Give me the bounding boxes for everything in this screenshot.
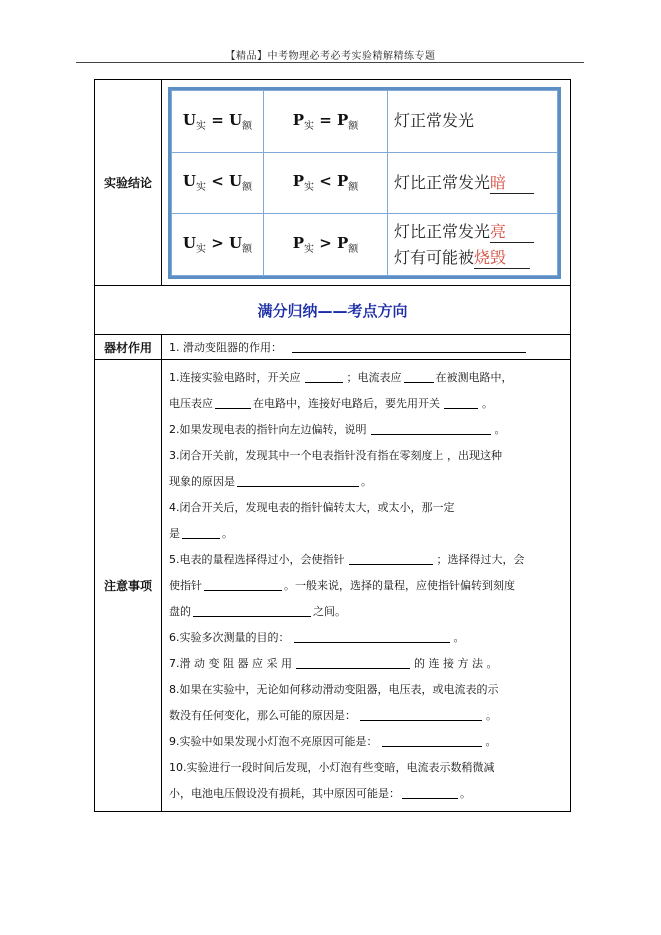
answer-blank[interactable] <box>296 654 410 669</box>
voltage-relation: $U_实 < U_额$ <box>172 152 264 214</box>
formula-row-equal <box>172 91 558 153</box>
voltage-relation: $U_实 = U_额$ <box>172 91 264 153</box>
equipment-content: 1. 滑动变阻器的作用： <box>162 335 571 360</box>
answer-blank[interactable] <box>204 576 282 591</box>
answer-blank[interactable] <box>402 784 458 799</box>
formula-image <box>168 87 561 279</box>
answer-blank[interactable] <box>193 602 311 617</box>
note-item-7: 7.滑 动 变 阻 器 应 采 用 的 连 接 方 法 。 <box>169 651 564 677</box>
note-item-8: 8.如果在实验中，无论如何移动滑动变阻器，电压表，或电流表的示 数没有任何变化，那么可能的原因是： 。 <box>169 683 499 722</box>
answer-blank[interactable] <box>382 732 482 747</box>
answer-blank[interactable] <box>349 550 433 565</box>
answer-blank[interactable] <box>294 628 450 643</box>
voltage-relation: $U_实 > U_额$ <box>172 214 264 276</box>
answer-dim: 暗 <box>490 173 534 194</box>
note-item-6: 6.实验多次测量的目的： 。 <box>169 625 564 651</box>
note-item-3: 3.闭合开关前，发现其中一个电表指针没有指在零刻度上 ，出现这种 现象的原因是 。 <box>169 449 502 488</box>
answer-blank[interactable] <box>292 338 526 353</box>
answer-bright: 亮 <box>490 222 534 243</box>
notes-content <box>162 360 571 812</box>
summary-title: 满分归纳——考点方向 <box>257 301 408 320</box>
answer-blank[interactable] <box>305 368 343 383</box>
note-item-4: 4.闭合开关后，发现电表的指针偏转太大，或太小，那一定 是 。 <box>169 501 455 540</box>
formula-row-less <box>172 152 558 214</box>
note-item-9: 9.实验中如果发现小灯泡不亮原因可能是： 。 <box>169 729 564 755</box>
conclusion-cell <box>162 80 571 286</box>
power-relation: $P_实 = P_额$ <box>264 91 388 153</box>
note-item-1: 1.连接实验电路时，开关应 ；电流表应 在被测电路中， 电压表应 在电路中，连接好电路后，要先用开关 。 <box>169 365 564 417</box>
answer-blank[interactable] <box>182 524 220 539</box>
answer-blank[interactable] <box>360 706 482 721</box>
brightness-description: 灯比正常发光暗 <box>388 152 558 214</box>
page-header: 【精品】中考物理必考必考实验精解精练专题 <box>225 51 436 62</box>
answer-blank[interactable] <box>444 394 478 409</box>
notes-label: 注意事项 <box>95 360 162 812</box>
formula-row-greater <box>172 214 558 276</box>
note-item-10: 10.实验进行一段时间后发现，小灯泡有些变暗，电流表示数稍微减 小，电池电压假设没有损耗，其中原因可能是： 。 <box>169 761 495 800</box>
experiment-table <box>94 79 571 812</box>
power-relation: $P_实 > P_额$ <box>264 214 388 276</box>
answer-blank[interactable] <box>404 368 434 383</box>
answer-blank[interactable] <box>215 394 251 409</box>
note-item-2: 2.如果发现电表的指针向左边偏转，说明 。 <box>169 417 564 443</box>
summary-banner <box>95 286 571 335</box>
answer-burnout: 烧毁 <box>474 248 530 269</box>
power-relation: $P_实 < P_额$ <box>264 152 388 214</box>
conclusion-label: 实验结论 <box>95 80 162 286</box>
note-item-5: 5.电表的量程选择得过小，会使指针 ；选择得过大，会 使指针 。一般来说，选择的量程，应使指针偏转到刻度 盘的 之间。 <box>169 547 564 625</box>
brightness-description: 灯比正常发光亮 灯有可能被烧毁 <box>388 214 558 276</box>
header-divider <box>76 62 584 63</box>
formula-table <box>171 90 558 276</box>
equipment-label: 器材作用 <box>95 335 162 360</box>
brightness-description: 灯正常发光 <box>388 91 558 153</box>
answer-blank[interactable] <box>237 472 359 487</box>
answer-blank[interactable] <box>371 420 491 435</box>
